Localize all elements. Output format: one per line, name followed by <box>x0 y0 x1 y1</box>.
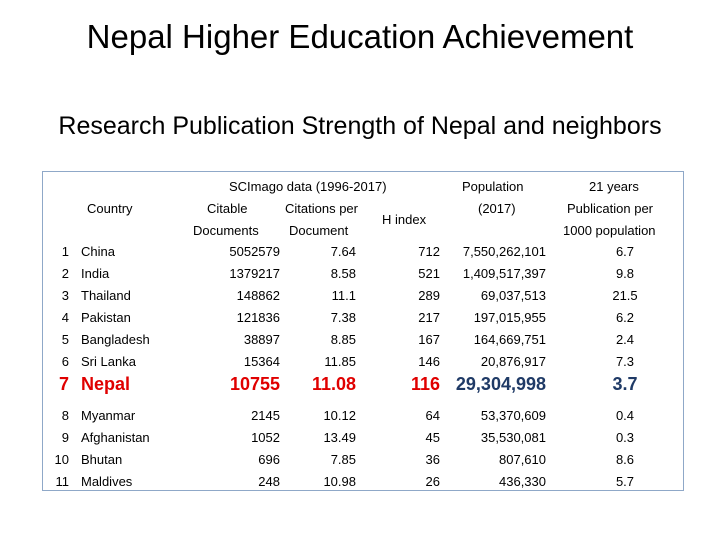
row-pub-per-1000: 0.4 <box>615 408 635 423</box>
row-citable-docs: 5052579 <box>229 244 280 259</box>
row-h-index: 521 <box>418 266 440 281</box>
row-pub-per-1000: 7.3 <box>615 354 635 369</box>
row-pub-per-1000: 6.2 <box>615 310 635 325</box>
row-country: Pakistan <box>81 310 131 325</box>
header-cpd-1: Citations per <box>285 201 358 216</box>
row-citations-per-doc: 13.49 <box>323 430 356 445</box>
row-population: 436,330 <box>499 474 546 489</box>
header-citable-1: Citable <box>207 201 248 216</box>
row-rank: 3 <box>61 288 69 303</box>
header-country: Country <box>87 201 133 216</box>
row-pub-per-1000: 0.3 <box>615 430 635 445</box>
row-h-index: 116 <box>410 374 440 394</box>
slide-title: Nepal Higher Education Achievement <box>86 18 634 55</box>
row-country: Nepal <box>81 374 131 394</box>
row-citable-docs: 1379217 <box>229 266 280 281</box>
row-citable-docs: 38897 <box>243 332 280 347</box>
row-rank: 4 <box>61 310 69 325</box>
row-population: 29,304,998 <box>455 374 546 394</box>
header-hindex: H index <box>382 212 427 227</box>
row-rank: 2 <box>61 266 69 281</box>
row-population: 20,876,917 <box>480 354 546 369</box>
row-citations-per-doc: 10.98 <box>323 474 356 489</box>
row-rank: 9 <box>61 430 69 445</box>
row-population: 164,669,751 <box>473 332 546 347</box>
row-citations-per-doc: 11.08 <box>311 374 356 394</box>
row-h-index: 167 <box>418 332 440 347</box>
row-h-index: 712 <box>418 244 440 259</box>
row-country: Afghanistan <box>81 430 150 445</box>
row-citable-docs: 2145 <box>251 408 280 423</box>
row-citable-docs: 10755 <box>229 374 280 394</box>
row-rank: 8 <box>61 408 69 423</box>
row-country: India <box>81 266 110 281</box>
row-population: 197,015,955 <box>473 310 546 325</box>
header-pub-2: Publication per <box>567 201 653 216</box>
row-rank: 11 <box>55 474 69 489</box>
row-citations-per-doc: 11.85 <box>324 354 356 369</box>
row-citable-docs: 1052 <box>251 430 280 445</box>
header-cpd-2: Document <box>289 223 349 238</box>
row-h-index: 217 <box>418 310 440 325</box>
row-rank: 10 <box>54 452 69 467</box>
row-country: Bhutan <box>81 452 123 467</box>
row-population: 7,550,262,101 <box>462 244 546 259</box>
row-h-index: 36 <box>425 452 440 467</box>
row-pub-per-1000: 5.7 <box>615 474 635 489</box>
row-h-index: 289 <box>418 288 440 303</box>
row-citable-docs: 121836 <box>236 310 280 325</box>
row-pub-per-1000: 9.8 <box>615 266 635 281</box>
row-population: 1,409,517,397 <box>462 266 546 281</box>
row-population: 69,037,513 <box>480 288 546 303</box>
row-citations-per-doc: 10.12 <box>323 408 356 423</box>
header-pop-1: Population <box>462 179 524 194</box>
row-population: 35,530,081 <box>480 430 546 445</box>
row-country: Myanmar <box>81 408 136 423</box>
row-h-index: 45 <box>425 430 440 445</box>
row-h-index: 26 <box>425 474 440 489</box>
row-rank: 1 <box>61 244 69 259</box>
row-pub-per-1000: 8.6 <box>615 452 635 467</box>
row-population: 807,610 <box>499 452 546 467</box>
row-pub-per-1000: 6.7 <box>615 244 635 259</box>
row-citable-docs: 15364 <box>243 354 280 369</box>
row-citations-per-doc: 7.64 <box>330 244 356 259</box>
row-h-index: 146 <box>418 354 440 369</box>
row-country: Maldives <box>81 474 133 489</box>
row-citations-per-doc: 11.1 <box>331 288 356 303</box>
header-pub-1: 21 years <box>589 179 639 194</box>
row-country: China <box>81 244 115 259</box>
row-citable-docs: 696 <box>258 452 280 467</box>
row-citations-per-doc: 8.58 <box>330 266 356 281</box>
header-scimago: SCImago data (1996-2017) <box>229 179 387 194</box>
row-citations-per-doc: 8.85 <box>330 332 356 347</box>
row-h-index: 64 <box>425 408 440 423</box>
row-country: Sri Lanka <box>81 354 136 369</box>
slide-subtitle: Research Publication Strength of Nepal and neighbors <box>58 112 662 140</box>
row-population: 53,370,609 <box>480 408 546 423</box>
row-country: Thailand <box>81 288 131 303</box>
row-rank: 7 <box>58 374 69 394</box>
row-citations-per-doc: 7.85 <box>330 452 356 467</box>
header-pub-3: 1000 population <box>563 223 656 238</box>
row-country: Bangladesh <box>81 332 150 347</box>
row-citable-docs: 148862 <box>236 288 280 303</box>
row-citable-docs: 248 <box>258 474 280 489</box>
header-pop-2: (2017) <box>478 201 516 216</box>
row-rank: 6 <box>61 354 69 369</box>
data-table <box>42 171 684 491</box>
row-rank: 5 <box>61 332 69 347</box>
row-pub-per-1000: 3.7 <box>612 374 638 394</box>
header-citable-2: Documents <box>193 223 259 238</box>
row-pub-per-1000: 21.5 <box>612 288 638 303</box>
row-pub-per-1000: 2.4 <box>615 332 635 347</box>
row-citations-per-doc: 7.38 <box>330 310 356 325</box>
